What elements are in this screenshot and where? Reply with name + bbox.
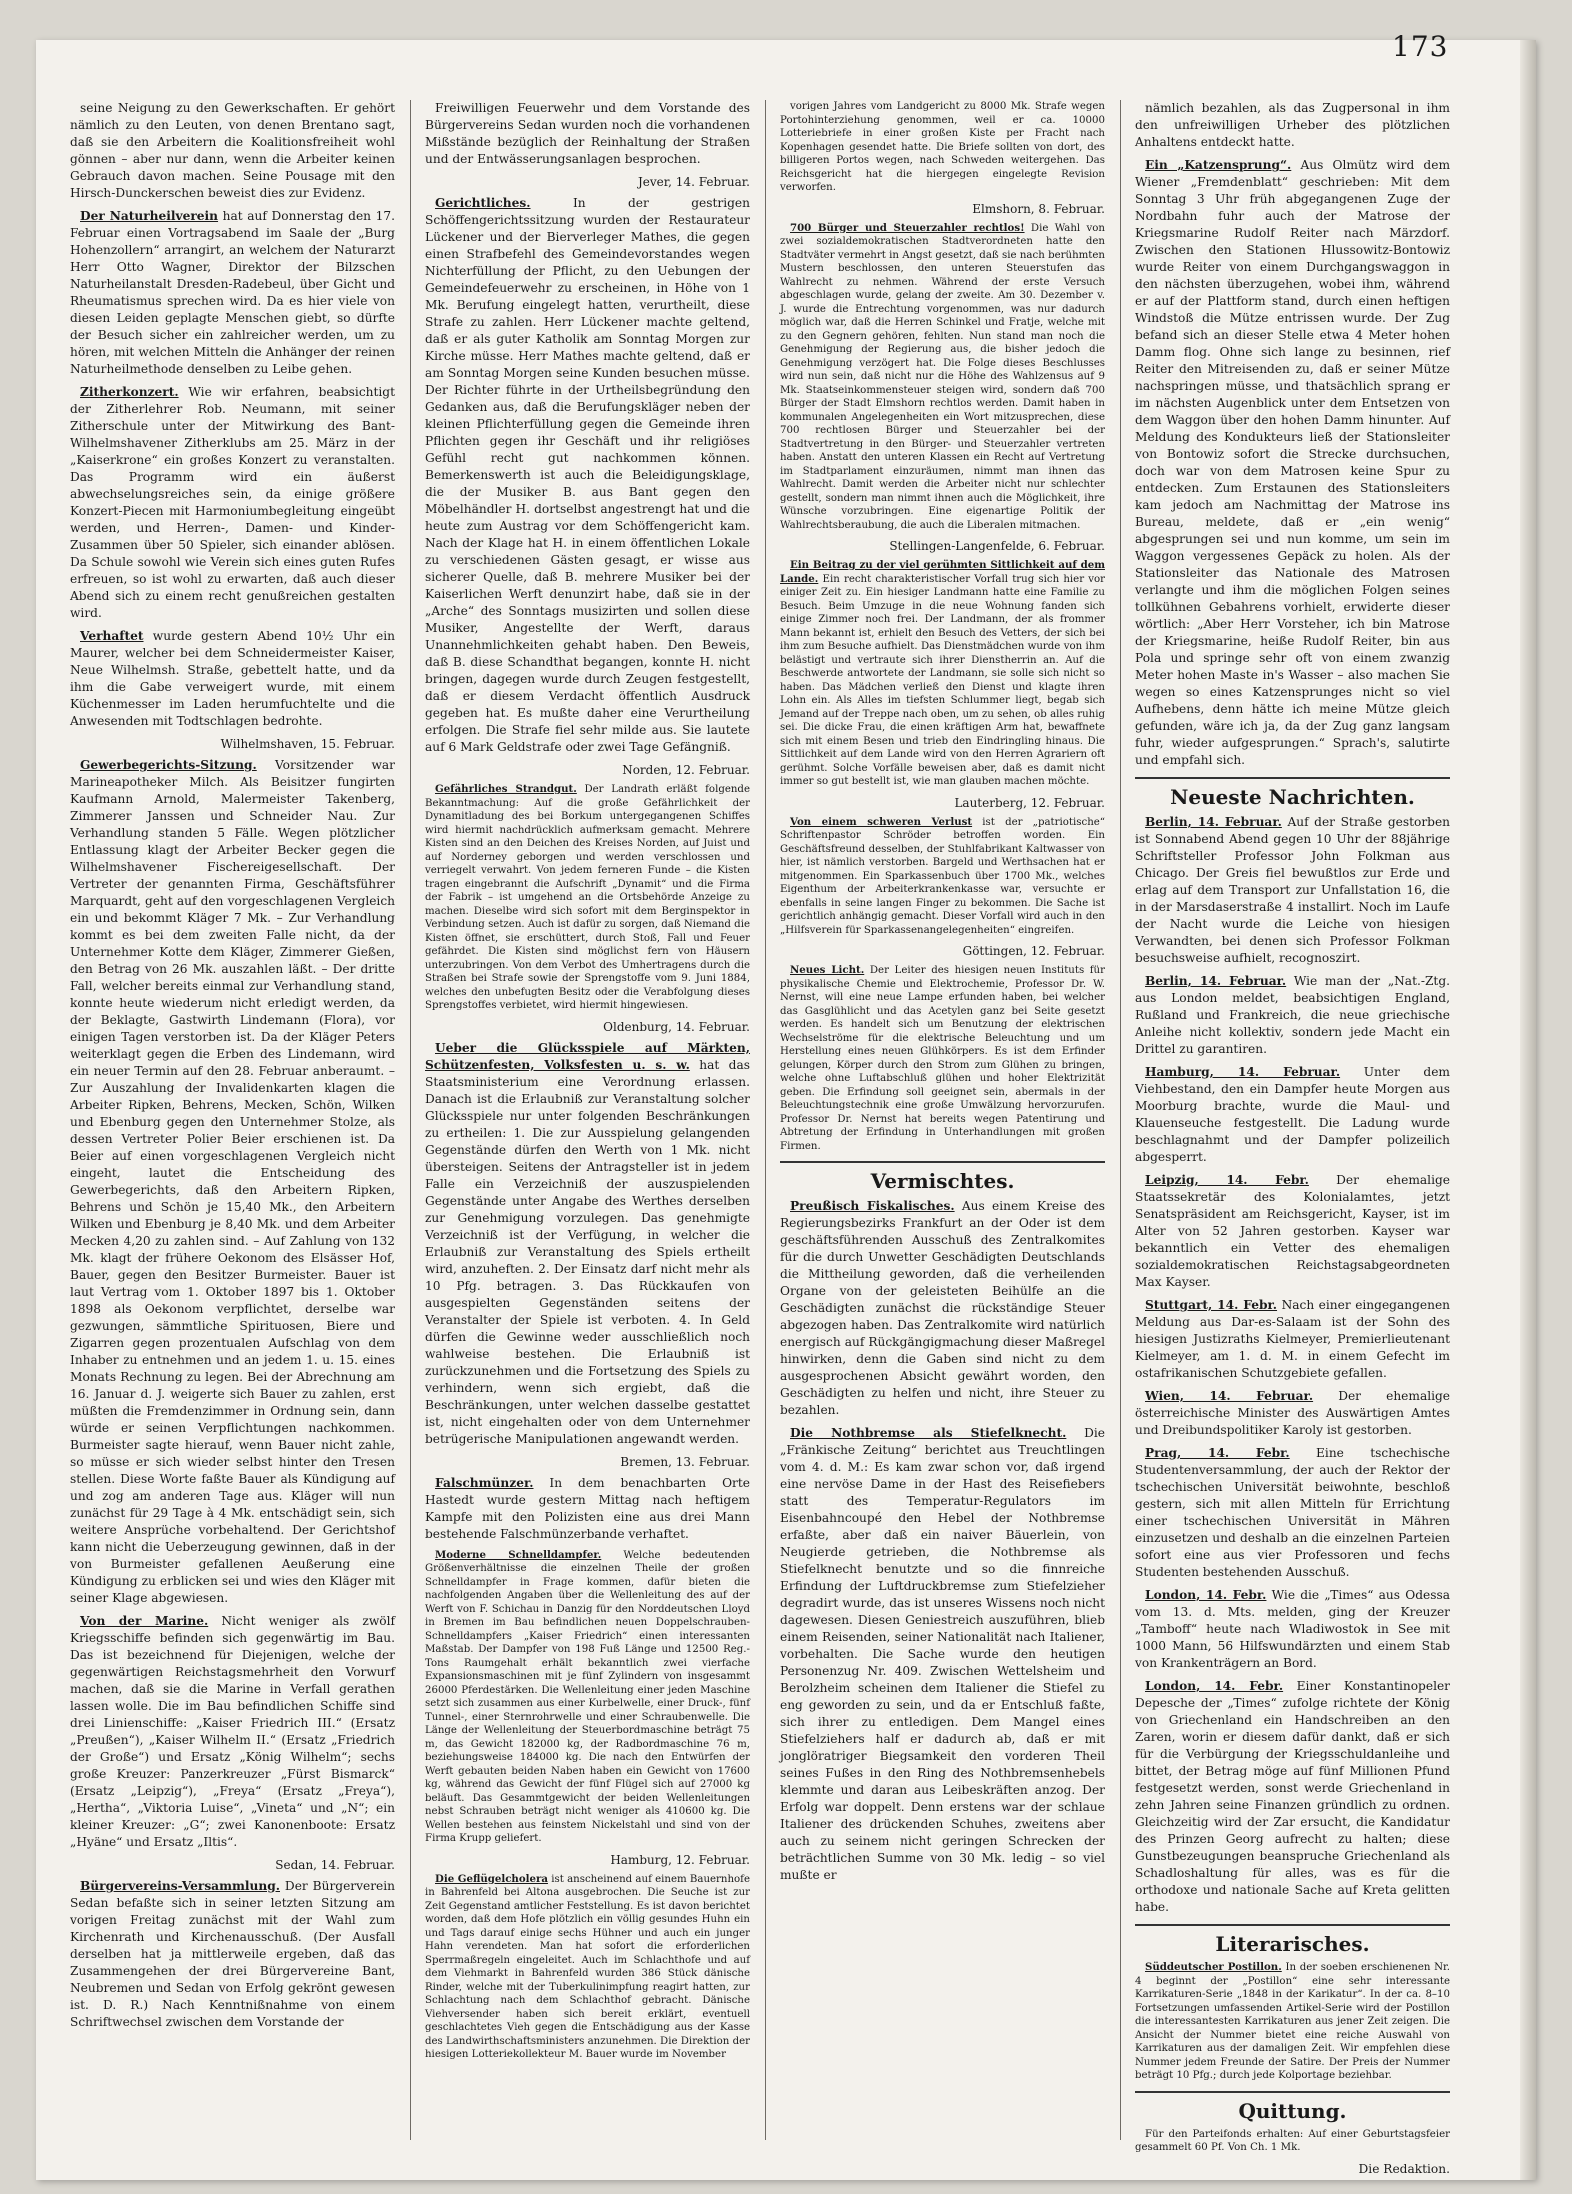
article-paragraph: [425, 100, 750, 168]
page-binding: [1520, 40, 1536, 2180]
article-paragraph: [70, 1878, 395, 2031]
article-paragraph: [780, 964, 1105, 1153]
article-headline: Berlin, 14. Februar.: [1145, 815, 1282, 829]
article-headline: Bürgervereins-Versammlung.: [80, 1879, 280, 1893]
article-headline: Verhaftet: [80, 629, 144, 643]
article-text: ist anscheinend auf einem Bauernhofe in Bahrenfeld bei Altona ausgebrochen. Die Seuche ist zur Zeit Gegenstand amtlicher Feststellung. Es ist davon berichtet worden, daß dem Hofe plötzlich ein völlig gesundes Huhn ein und Tags darauf einige sechs Hühner und auch ein junger Hahn verendeten. Man hat sofort die erforderlichen Sperrmaßregeln eingeleitet. Auch im Schlachthofe und auf dem Viehmarkt in Bahrenfeld wurden 386 Stück dänische Rinder, welche mit der Tuberkulinimpfung reagirt hatten, zur Schlachtung nach dem Schlachthof gebracht. Dänische Viehversender haben sich bereit erklärt, eventuell geschlachtetes Vieh gegen die Entschädigung aus der Kasse des Landwirthschaftsministers anzunehmen. Die Direktion der hiesigen Lotteriekollekteur M. Bauer wurde im November: [425, 1873, 750, 2060]
article-paragraph: [70, 100, 395, 202]
article-paragraph: [1135, 100, 1450, 151]
article-text: Der Leiter des hiesigen neuen Instituts für physikalische Chemie und Elektrochemie, Professor Dr. W. Nernst, will eine neue Lampe erfunden haben, bei welcher das Gasglühlicht und das Acetylen ganz bei Seite gesetzt werden. Es handelt sich um Benutzung der elektrischen Wechselströme für die elektrische Beleuchtung und um Herstellung eines neuen Glühkörpers. Es ist dem Erfinder gelungen, Körper durch den Strom zum Glühen zu bringen, welche ohne Luftabschluß glühen und hoher Elektrizität geben. Die Erfindung soll geeignet sein, abermals in der Beleuchtungstechnik eine große Umwälzung hervorzurufen. Professor Dr. Nernst hat bereits wegen Patentirung und Abtretung der Erfindung in Unterhandlungen mit großen Firmen.: [780, 965, 1105, 1152]
article-text: Aus einem Kreise des Regierungsbezirks Frankfurt an der Oder ist dem geschäftsführenden Ausschuß des Zentralkomites für die durch Unwetter Geschädigten Deutschlands die Mittheilung geworden, daß die verheilenden Organe von der geleisteten Beihülfe an die Geschädigten zunächst die rückständige Steuer abgezogen haben. Das Zentralkomite wird natürlich energisch auf Rückgängigmachung dieser Maßregel hinwirken, denn die Gaben sind nicht zu dem ausgesprochenen Absicht gewährt worden, den Geschädigten zu helfen und nicht, ihre Steuer zu bezahlen.: [780, 1199, 1105, 1417]
article-paragraph: [1135, 157, 1450, 769]
dateline: [425, 174, 750, 191]
article-headline: Gefährliches Strandgut.: [435, 783, 577, 795]
dateline: [70, 736, 395, 753]
article-text: Hamburg, 12. Februar.: [610, 1852, 750, 1867]
article-headline: Ein Beitrag zu der viel gerühmten Sittlichkeit auf dem Lande.: [780, 559, 1105, 585]
article-text: Der ehemalige österreichische Minister des Auswärtigen Amtes und Dreibundspolitiker Karoly ist gestorben.: [1135, 1389, 1451, 1437]
section-rule: [1135, 1924, 1450, 1926]
article-headline: Falschmünzer.: [435, 1475, 534, 1490]
article-text: Elmshorn, 8. Februar.: [972, 201, 1105, 216]
dateline: [780, 201, 1105, 218]
dateline: [70, 1857, 395, 1874]
article-text: Auf der Straße gestorben ist Sonnabend Abend gegen 10 Uhr der 88jährige Schriftsteller Professor John Folkman aus Chicago. Der Greis fiel bewußtlos zur Erde und erlag auf dem Transport zur Unfallstation 16, die in der Marsdaserstraße 4 installirt. Noch im Laufe der Nacht wurde die Leiche von hiesigen Verwandten, bei denen sich Professor Folkman besuchsweise aufhielt, recognoszirt.: [1135, 815, 1451, 965]
article-paragraph: [425, 1040, 750, 1448]
article-paragraph: [1135, 1388, 1450, 1439]
article-text: Oldenburg, 14. Februar.: [603, 1019, 750, 1034]
article-text: hat das Staatsministerium eine Verordnung erlassen. Danach ist die Erlaubniß zur Veranstaltung solcher Glücksspiele nur unter folgenden Beschränkungen zu ertheilen: 1. Die zur Ausspielung gelangenden Gegenstände dürfen den Werth von 1 Mk. nicht übersteigen. Seitens der Antragsteller ist in jedem Falle ein Verzeichniß der auszuspielenden Gegenstände unter Angabe des Werthes derselben zur Genehmigung vorzulegen. Das genehmigte Verzeichniß ist der Verfügung, in welcher die Erlaubniß zur Veranstaltung des Spiels ertheilt wird, anzuheften. 2. Der Einsatz darf nicht mehr als 10 Pfg. betragen. 3. Das Rückkaufen von ausgespielten Gegenständen seitens der Veranstalter der Spiele ist verboten. 4. In Geld dürfen die Gewinne weder ausschließlich noch wahlweise bestehen. Die Erlaubniß ist zurückzunehmen und die Fortsetzung des Spiels zu verhindern, wenn sich ergiebt, daß die Beschränkungen, unter welchen dasselbe gestattet ist, nicht eingehalten oder von dem Unternehmer betrügerische Manipulationen angewandt werden.: [425, 1057, 751, 1446]
article-text: Für den Parteifonds erhalten: Auf einer Geburtstagsfeier gesammelt 60 Pf. Von Ch. 1 Mk.: [1135, 2128, 1450, 2153]
article-paragraph: [1135, 1297, 1450, 1382]
article-headline: Neues Licht.: [790, 964, 865, 976]
article-paragraph: [1135, 1064, 1450, 1166]
article-paragraph: [780, 1198, 1105, 1419]
dateline: [780, 538, 1105, 555]
column-rule: [410, 100, 411, 2140]
article-text: hat auf Donnerstag den 17. Februar einen Vortragsabend im Saale der „Burg Hohenzollern“ arrangirt, an welchem der Naturarzt Herr Otto Wagner, Direktor der Bilzschen Naturheilanstalt Dresden-Radebeul, über Gicht und Rheumatismus sprechen wird. Da es hier viele von diesen Leiden geplagte Menschen giebt, so dürfte der Besuch sicher ein zahlreicher werden, um zu hören, mit welchen Mitteln die Anhänger der reinen Naturheilmethode denselben zu Leibe gehen.: [70, 209, 396, 376]
article-headline: Von der Marine.: [80, 1614, 209, 1628]
article-text: Bremen, 13. Februar.: [620, 1454, 750, 1469]
dateline: [780, 943, 1105, 960]
article-headline: London, 14. Febr.: [1145, 1679, 1284, 1693]
article-headline: Wien, 14. Februar.: [1145, 1389, 1314, 1403]
article-headline: Moderne Schnelldampfer.: [435, 1548, 602, 1561]
article-text: Welche bedeutenden Größenverhältnisse die einzelnen Theile der großen Schnelldampfer in Frage kommen, dafür bieten die nachfolgenden Angaben über die Wellenleitung des auf der Werft von F. Schichau in Danzig für den Norddeutschen Lloyd in Bremen im Bau befindlichen neuen Doppelschrauben-Schnelldampfers „Kaiser Friedrich“ einen interessanten Maßstab. Der Dampfer von 198 Fuß Länge und 12500 Reg.-Tons Raumgehalt erhält bekanntlich zwei vierfache Expansionsmaschinen mit je fünf Zylindern von insgesammt 26000 Pferdestärken. Die Wellenleitung einer jeden Maschine setzt sich zusammen aus einer Kurbelwelle, einer Druck-, fünf Tunnel-, einer Sternrohrwelle und einer Schraubenwelle. Die Länge der Wellenleitung der Steuerbordmaschine beträgt 75 m, das Gewicht 182000 kg, der Radbordmaschine 76 m, beziehungsweise 184000 kg. Die nach den Entwürfen der Werft gebauten beiden Naben haben ein Gewicht von 17600 kg, während das Gewicht der fünf Flügel sich auf 27000 kg beläuft. Das Gesammtgewicht der beiden Wellenleitungen nebst Schrauben beträgt nicht weniger als 410600 kg. Die Wellen bestehen aus feinstem Nickelstahl und sind von der Firma Krupp geliefert.: [425, 1549, 750, 1844]
page-number: 173: [1392, 30, 1449, 63]
article-text: nämlich bezahlen, als das Zugpersonal in ihm den unfreiwilligen Urheber des plötzlichen Anhaltens entdeckt hatte.: [1135, 101, 1450, 149]
article-paragraph: [425, 1475, 750, 1543]
article-headline: Die Nothbremse als Stiefelknecht.: [790, 1426, 1067, 1440]
article-text: Nicht weniger als zwölf Kriegsschiffe befinden sich gegenwärtig im Bau. Das ist bezeichnend für Diejenigen, welche der gegenwärtigen Reichstagsmehrheit den Vorwurf machen, daß sie die Marine in Verfall gerathen lassen wolle. Die im Bau befindlichen Schiffe sind drei Linienschiffe: „Kaiser Friedrich III.“ (Ersatz „Preußen“), „Kaiser Wilhelm II.“ (Ersatz „Friedrich der Große“) und Ersatz „König Wilhelm“; sechs große Kreuzer: Panzerkreuzer „Fürst Bismarck“ (Ersatz „Leipzig“), „Freya“ (Ersatz „Freya“), „Hertha“, „Viktoria Luise“, „Vineta“ und „N“; ein kleiner Kreuzer: „G“; zwei Kanonenboote: Ersatz „Hyäne“ und Ersatz „Iltis“.: [70, 1614, 395, 1849]
article-text: vorigen Jahres vom Landgericht zu 8000 Mk. Strafe wegen Portohinterziehung genommen, weil er ca. 10000 Lotteriebriefe in einer großen Kiste per Fracht nach Kopenhagen gesendet hatte. Die Briefe sollten von dort, des billigeren Portos wegen, nach Schweden weitergehen. Das Reichsgericht hat die hiergegen eingelegte Revision verworfen.: [780, 101, 1105, 193]
article-text: Jever, 14. Februar.: [637, 175, 750, 189]
article-text: Der ehemalige Staatssekretär des Kolonialamtes, jetzt Senatspräsident am Reichsgericht, Kayser, ist im Alter von 52 Jahren gestorben. Kayser war bekanntlich ein Vetter des ehemaligen sozialdemokratischen Reichstagsabgeordneten Max Kayser.: [1135, 1173, 1450, 1289]
article-text: ist der „patriotische“ Schriftenpastor Schröder betroffen worden. Ein Geschäftsfreund desselben, der Stuhlfabrikant Kaltwasser von hier, ist nämlich verstorben. Bargeld und Werthsachen hat er mitgenommen. Ein Sparkassenbuch über 1700 Mk., welches Eigenthum der Arbeiterkrankenkasse war, versuchte er ebenfalls in seine langen Finger zu bekommen. Die Sache ist gerichtlich anhängig gemacht. Dieser Vorfall wird auch in den „Hilfsverein für Sparkassenangelegenheiten“ eingreifen.: [780, 816, 1105, 936]
article-text: Norden, 12. Februar.: [622, 763, 750, 777]
article-text: Wie man der „Nat.-Ztg. aus London meldet, beabsichtigen England, Rußland und Frankreich, die neue griechische Anleihe nicht kollektiv, sondern jede Macht ein Drittel zu garantiren.: [1135, 974, 1450, 1056]
article-text: Wie die „Times“ aus Odessa vom 13. d. Mts. melden, ging der Kreuzer „Tamboff“ heute nach Wladiwostok in See mit 1000 Mann, 56 Hilfswundärzten und einem Stab von Krankenträgern an Bord.: [1135, 1588, 1450, 1670]
article-paragraph: [780, 816, 1105, 938]
dateline: [425, 1019, 750, 1036]
section-rule: [780, 1161, 1105, 1163]
article-paragraph: [425, 195, 750, 756]
article-text: Nach einer eingegangenen Meldung aus Dar-es-Salaam ist der Sohn des hiesigen Justizraths Kielmeyer, Premierlieutenant Kielmeyer, am 1. d. M. in einem Gefecht im ostafrikanischen Schutzgebiete gefallen.: [1135, 1298, 1451, 1380]
article-text: wurde gestern Abend 10½ Uhr ein Maurer, welcher bei dem Schneidermeister Kaiser, Neue Wilhelmsh. Straße, gebettelt hatte, und da ihm die Gabe verweigert wurde, mit einem Küchenmesser im Laden herumfuchtelte und die Anwesenden mit Todtschlagen bedrohte.: [70, 629, 395, 728]
article-paragraph: [70, 757, 395, 1607]
article-headline: Zitherkonzert.: [80, 385, 179, 399]
article-headline: Hamburg, 14. Februar.: [1145, 1065, 1341, 1079]
column-2: [425, 100, 750, 2140]
article-text: seine Neigung zu den Gewerkschaften. Er gehört nämlich zu den Leuten, von denen Brentano sagt, daß sie den Arbeitern die Koalitionsfreiheit wohl gönnen – aber nur dann, wenn die Arbeiter keinen Gebrauch davon machen. Seine Pousage mit den Hirsch-Dunckerschen beweist dies zur Evidenz.: [70, 101, 395, 200]
article-text: Freiwilligen Feuerwehr und dem Vorstande des Bürgervereins Sedan wurden noch die vorhandenen Mißstände bezüglich der Reinhaltung der Straßen und der Entwässerungsanlagen besprochen.: [425, 101, 750, 166]
dateline: [425, 1852, 750, 1869]
article-headline: Stuttgart, 14. Febr.: [1145, 1298, 1278, 1312]
article-text: Einer Konstantinopeler Depesche der „Times“ zufolge richtete der König von Griechenland ein Handschreiben an den Zaren, worin er diesem dafür dankt, daß er sich für die Verbürgung der Kriegsschuldanleihe und bittet, der Betrag möge auf fünf Millionen Pfund festgesetzt werden, sonst werde Griechenland in zehn Jahren seine Finanzen gründlich zu ordnen. Gleichzeitig wird der Zar ersucht, die Kandidatur des Prinzen Georg aufrecht zu halten; diese Gunstbezeugungen beanspruche Griechenland als Schadloshaltung für alles, was es für die orthodoxe und nationale Sache auf Kreta gelitten habe.: [1135, 1679, 1451, 1914]
article-paragraph: [1135, 814, 1450, 967]
article-paragraph: [70, 384, 395, 622]
article-headline: London, 14. Febr.: [1145, 1588, 1267, 1602]
article-paragraph: [1135, 2128, 1450, 2155]
article-headline: Prag, 14. Febr.: [1145, 1446, 1290, 1460]
article-paragraph: [780, 100, 1105, 195]
article-text: Lauterberg, 12. Februar.: [954, 795, 1105, 810]
article-text: Aus Olmütz wird dem Wiener „Fremdenblatt“ geschrieben: Mit dem Sonntag 3 Uhr früh abgegangenen Zuge der Nordbahn fuhr auch der Matrose der Kriegsmarine Rudolf Reiter nach Märzdorf. Zwischen den Stationen Hlussowitz-Bontowiz wurde Reiter von einem Durchgangswaggon in den nächsten überzugehen, wobei ihm, während er auf der Plattform stand, durch einen heftigen Windstoß die Mütze entrissen wurde. Der Zug befand sich an dieser Stelle etwa 4 Meter hohen Damm flog. Ohne sich lange zu besinnen, rief Reiter den Mitreisenden zu, daß er seiner Mütze nachspringen müsse, und thatsächlich sprang er im nächsten Augenblick unter dem Entsetzen von dem Waggon über den hohen Damm hinunter. Auf Meldung des Kondukteurs ließ der Stationsleiter von Bontowiz sofort die Strecke durchsuchen, doch war von dem Matrosen keine Spur zu entdecken. Zum Erstaunen des Stationsleiters kam jedoch am Nachmittag der Matrose ins Bureau, meldete, daß er „ein wenig“ abgesprungen sei und nun komme, um sein im Waggon vergessenes Gepäck zu holen. Als der Stationsleiter das Nationale des Matrosen verlangte und ihm die möglichen Folgen seines tollkühnen Gebahrens vorhielt, erwiderte dieser wörtlich: „Aber Herr Vorsteher, ich bin Matrose der Kriegsmarine, heiße Rudolf Reiter, bin aus Pola und springe sehr oft von einem zwanzig Meter hohen Maste in's Wasser – also machen Sie wegen so eines Katzensprunges nicht so viel Aufhebens, denn hätte ich meine Mütze gleich gefunden, wäre ich ja, da der Zug ganz langsam fuhr, wieder aufgesprungen.“ Sprach's, salutirte und empfahl sich.: [1135, 158, 1450, 767]
article-text: In der gestrigen Schöffengerichtssitzung wurden der Restaurateur Lückener und der Bierverleger Mathes, die gegen einen Strafbefehl des Gemeindevorstandes wegen Nichterfüllung der Pflicht, zu den Uebungen der Gemeindefeuerwehr zu erscheinen, in Höhe von 1 Mk. Berufung eingelegt hatten, verurtheilt, diese Strafe zu zahlen. Herr Lückener machte geltend, daß er als guter Katholik am Sonntag Morgen zur Kirche müsse. Herr Mathes machte geltend, daß er am Sonntag Morgen seine Kunden besuchen müsse. Der Richter führte in der Urtheilsbegründung den Gedanken aus, daß die Berufungskläger neben der kleinen Pflichterfüllung gegen die Gemeinde ihren Pflichten gegen ihr Geschäft und ihr religiöses Gefühl recht gut nachkommen können. Bemerkenswerth ist auch die Beleidigungsklage, die der Musiker B. aus Bant gegen den Möbelhändler H. dortselbst angestrengt hat und die heute zum Austrag vor dem Schöffengericht kam. Nach der Klage hat H. in einem öffentlichen Lokale zu verschiedenen Gästen gesagt, er wisse aus sicherer Quelle, daß B. mehrere Musiker bei der Kaiserlichen Werft denunzirt habe, daß sie in der „Arche“ des Sonntags musizirten und sollen diese Musiker, Angestellte der Werft, daraus Unannehmlichkeiten gehabt haben. Den Beweis, daß B. diese Schandthat begangen, konnte H. nicht bringen, dagegen wurde durch Zeugen festgestellt, daß er diesem Verdacht öffentlich Ausdruck gegeben hat. Es mußte daher eine Verurtheilung erfolgen. Die Strafe fiel sehr milde aus. Sie lautete auf 6 Mark Geldstrafe oder zwei Tage Gefängniß.: [425, 196, 750, 754]
column-4: [1135, 100, 1451, 2176]
column-rule: [1120, 100, 1121, 2140]
article-text: Stellingen-Langenfelde, 6. Februar.: [889, 539, 1105, 553]
article-headline: Gerichtliches.: [435, 196, 531, 210]
article-paragraph: [70, 1613, 395, 1851]
article-text: Eine tschechische Studentenversammlung, der auch der Rektor der tschechischen Universität beiwohnte, beschloß gestern, sich mit allen Mitteln für Errichtung einer tschechischen Universität in Mähren einzusetzen und deshalb an die einzelnen Parteien sofort eine aus vier Professoren und fechs Studenten bestehenden Ausschuß.: [1135, 1446, 1450, 1579]
article-paragraph: [780, 1425, 1105, 1884]
dateline: [425, 762, 750, 779]
article-text: In der soeben erschienenen Nr. 4 beginnt der „Postillon“ eine sehr interessante Karrikaturen-Serie „1848 in der Karikatur“. In der ca. 8–10 Fortsetzungen umfassenden Artikel-Serie wird der Postillon die interessantesten Karrikaturen aus jener Zeit zeigen. Die Ansicht der Nummer bietet eine reiche Auswahl von Karrikaturen aus der damaligen Zeit. Wir empfehlen diese Nummer jedem Freunde der Satire. Der Preis der Nummer beträgt 10 Pfg.; durch jede Kolportage beziehbar.: [1135, 1962, 1450, 2081]
article-paragraph: [70, 628, 395, 730]
article-text: Wie wir erfahren, beabsichtigt der Zitherlehrer Rob. Neumann, mit seiner Zitherschule unter der Mitwirkung des Bant-Wilhelmshavener Zitherklubs am 25. März in der „Kaiserkrone“ ein großes Konzert zu veranstalten. Das Programm wird ein äußerst abwechselungsreiches sein, da einige größere Konzert-Piecen mit Harmoniumbegleitung eingeübt werden, und Herren-, Damen- und Kinder-Zusammen über 50 Spieler, sich einander ablösen. Da Schule sowohl wie Verein sich eines guten Rufes erfreuen, so ist wohl zu erwarten, daß auch dieser Abend sich zu einem recht genußreichen gestalten wird.: [70, 385, 396, 620]
article-headline: Leipzig, 14. Febr.: [1145, 1173, 1309, 1187]
article-paragraph: [425, 783, 750, 1013]
section-heading: Quittung.: [1238, 2098, 1347, 2123]
article-text: Der Landrath erläßt folgende Bekanntmachung: Auf die große Gefährlichkeit der Dynamitladung des bei Borkum untergegangenen Schiffes wird hiermit nachdrücklich aufmerksam gemacht. Mehrere Kisten sind an den Deichen des Kreises Norden, auf Juist und auf Norderney geborgen und werden verschlossen und verriegelt verwahrt. Von jedem ferneren Funde – die Kisten tragen eingebrannt die Aufschrift „Dynamit“ und die Firma der Fabrik – ist umgehend an die Ortsbehörde Anzeige zu machen. Dieselbe wird sich sofort mit dem Berginspektor in Verbindung setzen. Auch ist dafür zu sorgen, daß Niemand die Kisten öffnet, sie erschüttert, durch Stoß, Fall und Feuer gefährdet. Die Kisten sind möglichst fern von Häusern unterzubringen. Von dem Verbot des Umhertragens durch die Straßen bei Strafe sowie der Sprengstoffe vom 9. Juni 1884, welches den unbefugten Besitz oder die Verabfolgung dieses Sprengstoffes verbietet, wird hiermit hingewiesen.: [425, 784, 750, 1011]
section-heading: Vermischtes.: [870, 1169, 1015, 1193]
column-1: [70, 100, 395, 2140]
section-rule: [1135, 2091, 1450, 2093]
column-3: [780, 100, 1105, 2140]
article-text: Die „Fränkische Zeitung“ berichtet aus Treuchtlingen vom 4. d. M.: Es kam zwar schon vor, daß irgend eine nervöse Dame in der Hast des Reisefiebers statt des Temperatur-Regulators im Eisenbahncoupé den Hebel der Nothbremse erfaßte, aber daß ein naiver Bäuerlein, von Neugierde getrieben, die Nothbremse als Stiefelknecht benutzte und so die finnreiche Erfindung der Luftdruckbremse zum Stiefelzieher degradirt wurde, das ist unseres Wissens noch nicht dagewesen. Diesen Geniestreich auszuführen, blieb einem Reisenden, seiner Nationalität nach Italiener, vorbehalten. Die Sache wurde den heutigen Personenzug Nr. 409. Zwischen Wettelsheim und Berolzheim scheinen dem Italiener die Stiefel zu eng geworden zu sein, und da er Entschluß faßte, sich ihrer zu entledigen. Dem Mangel eines Stiefelziehers half er dadurch ab, daß er mit jonglöratriger Biegsamkeit den vorderen Theil seines Fußes in den Ring des Nothbremsenhebels klemmte und daran aus Leibeskräften anzog. Der Erfolg war doppelt. Denn erstens war der schlaue Italiener des drückenden Schuhes, zweitens aber auch zu seinem nicht geringen Schrecken der beträchtlichen Summe von 30 Mk. ledig – so viel mußte er: [780, 1426, 1105, 1882]
article-paragraph: [780, 559, 1105, 789]
article-paragraph: [1135, 1678, 1450, 1916]
article-paragraph: [1135, 973, 1450, 1058]
article-paragraph: [1135, 1445, 1450, 1581]
article-paragraph: [1135, 1172, 1450, 1291]
article-columns: [70, 100, 1451, 2176]
article-paragraph: [1135, 1587, 1450, 1672]
signature: [1135, 2161, 1450, 2178]
article-headline: Ein „Katzensprung“.: [1145, 158, 1292, 172]
article-text: Sedan, 14. Februar.: [275, 1858, 395, 1872]
article-text: Unter dem Viehbestand, den ein Dampfer heute Morgen aus Moorburg brachte, wurde die Maul- und Klauenseuche festgestellt. Die Ladung wurde beschlagnahmt und der Dampfer polizeilich abgesperrt.: [1135, 1065, 1450, 1164]
article-headline: Der Naturheilverein: [80, 209, 219, 223]
dateline: [780, 795, 1105, 812]
article-paragraph: [780, 222, 1105, 533]
article-text: Vorsitzender war Marineapotheker Milch. Als Beisitzer fungirten Kaufmann Arnold, Malermeister Takenberg, Zimmerer Janssen und Schneider Nau. Zur Verhandlung standen 5 Fälle. Wegen plötzlicher Entlassung klagt der Arbeiter Becker gegen die Wilhelmshavener Fischereigesellschaft. Der Vertreter der genannten Firma, Geschäftsführer Marquardt, geht auf den vorgeschlagenen Vergleich ein und bekommt Kläger 7 Mk. – Zur Verhandlung kommt es bei dem zweiten Falle nicht, da der Unternehmer Kotte dem Kläger, Zimmerer Gießen, den Betrag von 26 Mk. auszahlen läßt. – Der dritte Fall, welcher bereits einmal zur Verhandlung stand, konnte heute wiederum nicht erledigt werden, da der Beklagte, Gastwirth Lindemann (Flora), vor einigen Tagen verstorben ist. Da der Kläger Peters weiterklagt gegen die Erben des Lindemann, wird ein neuer Termin auf den 28. Februar anberaumt. – Zur Auszahlung der Invalidenkarten klagen die Arbeiter Ripken, Behrens, Mecken, Schön, Wilken und Ebenburg gegen den Unternehmer Stolze, als dessen Vertreter Polier Beier erschienen ist. Da Beier auf einen vorgeschlagenen Vergleich nicht eingeht, lautet die Entscheidung des Gewerbegerichts, daß den Arbeitern Ripken, Behrens und Schön je 15,40 Mk., den Arbeitern Wilken und Ebenburg je 8,40 Mk. und dem Arbeiter Mecken 4,20 zu zahlen sind. – Auf Zahlung von 132 Mk. klagt der frühere Oekonom des Elsässer Hof, Bauer, gegen den Besitzer Burmeister. Bauer ist laut Vertrag vom 1. Oktober 1897 bis 1. Oktober 1898 als Oekonom verpflichtet, derselbe war gezwungen, sämmtliche Spirituosen, Biere und Zigarren gegen prozentualen Aufschlag von dem Inhaber zu entnehmen und an jedem 1. u. 15. eines Monats Rechnung zu legen. Bei der Abrechnung am 16. Januar d. J. weigerte sich Bauer zu zahlen, erst müßten die Fremdenzimmer in Ordnung sein, dann würde er seinen Verpflichtungen nachkommen. Burmeister sagte hierauf, wenn Bauer nicht zahle, so müsse er sich wieder selbst hinter den Tresen stellen. Diese Worte faßte Bauer als Kündigung auf und zog am anderen Tage aus. Kläger will nun zunächst für 29 Tage à 4 Mk. entschädigt sein, sich weitere Ansprüche vorbehaltend. Der Gerichtshof kann nicht die Ueberzeugung gewinnen, daß in der von Burmeister gefallenen Aeußerung eine Kündigung zu erblicken sei und wies den Kläger mit seiner Klage abgewiesen.: [70, 758, 395, 1605]
article-paragraph: [425, 1549, 750, 1846]
article-headline: 700 Bürger und Steuerzahler rechtlos!: [790, 221, 1025, 234]
article-headline: Gewerbegerichts-Sitzung.: [80, 758, 257, 772]
article-headline: Die Geflügelcholera: [435, 1872, 548, 1885]
article-headline: Süddeutscher Postillon.: [1145, 1961, 1282, 1973]
article-paragraph: [70, 208, 395, 378]
section-heading: Literarisches.: [1215, 1932, 1370, 1956]
article-paragraph: [425, 1873, 750, 2062]
article-text: Der Bürgerverein Sedan befaßte sich in seiner letzten Sitzung am vorigen Freitag zunächst mit der Wahl zum Kirchenrath und Kirchenausschuß. (Der Ausfall derselben hat ja mittlerweile ergeben, daß das Zusammengehen der drei Bürgervereine Bant, Neubremen und Sedan von Erfolg gekrönt gewesen ist. D. R.) Nach Kenntnißnahme von einem Schriftwechsel zwischen dem Vorstande der: [70, 1879, 395, 2029]
article-headline: Von einem schweren Verlust: [790, 815, 973, 828]
column-rule: [765, 100, 766, 2140]
article-text: Wilhelmshaven, 15. Februar.: [220, 737, 395, 751]
article-text: Die Redaktion.: [1358, 2161, 1450, 2176]
article-text: Göttingen, 12. Februar.: [962, 944, 1105, 958]
dateline: [425, 1454, 750, 1471]
article-headline: Ueber die Glücksspiele auf Märkten, Schützenfesten, Volksfesten u. s. w.: [425, 1040, 750, 1072]
article-headline: Berlin, 14. Februar.: [1145, 974, 1287, 988]
section-rule: [1135, 777, 1450, 779]
article-headline: Preußisch Fiskalisches.: [790, 1199, 955, 1213]
article-paragraph: [1135, 1961, 1450, 2083]
article-text: Die Wahl von zwei sozialdemokratischen Stadtverordneten hatte den Stadtväter vermehrt in Angst gesetzt, daß sie nach berühmten Mustern beschlossen, den unteren Steuerstufen das Wahlrecht zu nehmen. Während der erste Versuch abgeschlagen wurde, gelang der zweite. Am 30. Dezember v. J. wurde die Entrechtung vorgenommen, was nur dadurch möglich war, daß die Herren Schinkel und Fratje, welche mit zu den Gegnern gehören, fehlten. Nun stand man noch die Genehmigung der Regierung aus, die bisher jedoch die Genehmigung verzögert hat. Die Folge dieses Beschlusses wird nun sein, daß nicht nur die Höhe des Wahlzensus auf 9 Mk. Staatseinkommensteuer steigen wird, sondern daß 700 Bürger der Stadt Elmshorn rechtlos werden. Damit haben in kommunalen Angelegenheiten ein Wort mitzusprechen, diese 700 rechtlosen Bürger und Steuerzahler bei der Stadtvertretung in den Bürger- und Steuerzahler vertreten haben. Anstatt den unteren Klassen ein Recht auf Vertretung im Stadtparlament einzuräumen, nimmt man ihnen das Wahlrecht. Damit werden die Arbeiter nicht nur schlechter gestellt, sondern man nimmt ihnen auch die Möglichkeit, ihre Wünsche vorzubringen. Eine eigenartige Politik der Wahlrechtsberaubung, die auch die Liberalen mitmachen.: [780, 222, 1105, 531]
section-heading: Neueste Nachrichten.: [1170, 785, 1415, 809]
article-text: Ein recht charakteristischer Vorfall trug sich hier vor einiger Zeit zu. Ein hiesiger Landmann hatte eine Familie zu Besuch. Beim Umzuge in die neue Wohnung fanden sich einige Zimmer noch frei. Der Landmann, der als frommer Mann bekannt ist, erhielt den Besuch des Vetters, der sich bei ihm zum Besuche aufhielt. Das Dienstmädchen wurde von ihm belästigt und vertraute sich ihrer Dienstherrin an. Auf die Beschwerde antwortete der Landmann, sie solle sich nicht so haben. Das Mädchen verließ den Dienst und klagte ihren Lohn ein. Als Alles im tiefsten Schlummer liegt, begab sich Jemand auf der Treppe nach oben, um zu sehen, ob alles ruhig sei. Die dicke Frau, die einen kräftigen Arm hat, bewaffnete sich mit einem Besen und trieb den Eindringling hinaus. Die Sittlichkeit auf dem Lande wird von den Herren Agrariern oft gerühmt. Solche Vorfälle beweisen aber, daß es damit nicht immer so gut bestellt ist, wie man glauben machen möchte.: [780, 573, 1105, 787]
article-text: In dem benachbarten Orte Hastedt wurde gestern Mittag nach heftigem Kampfe mit den Polizisten eine aus drei Mann bestehende Falschmünzerbande verhaftet.: [425, 1475, 750, 1541]
